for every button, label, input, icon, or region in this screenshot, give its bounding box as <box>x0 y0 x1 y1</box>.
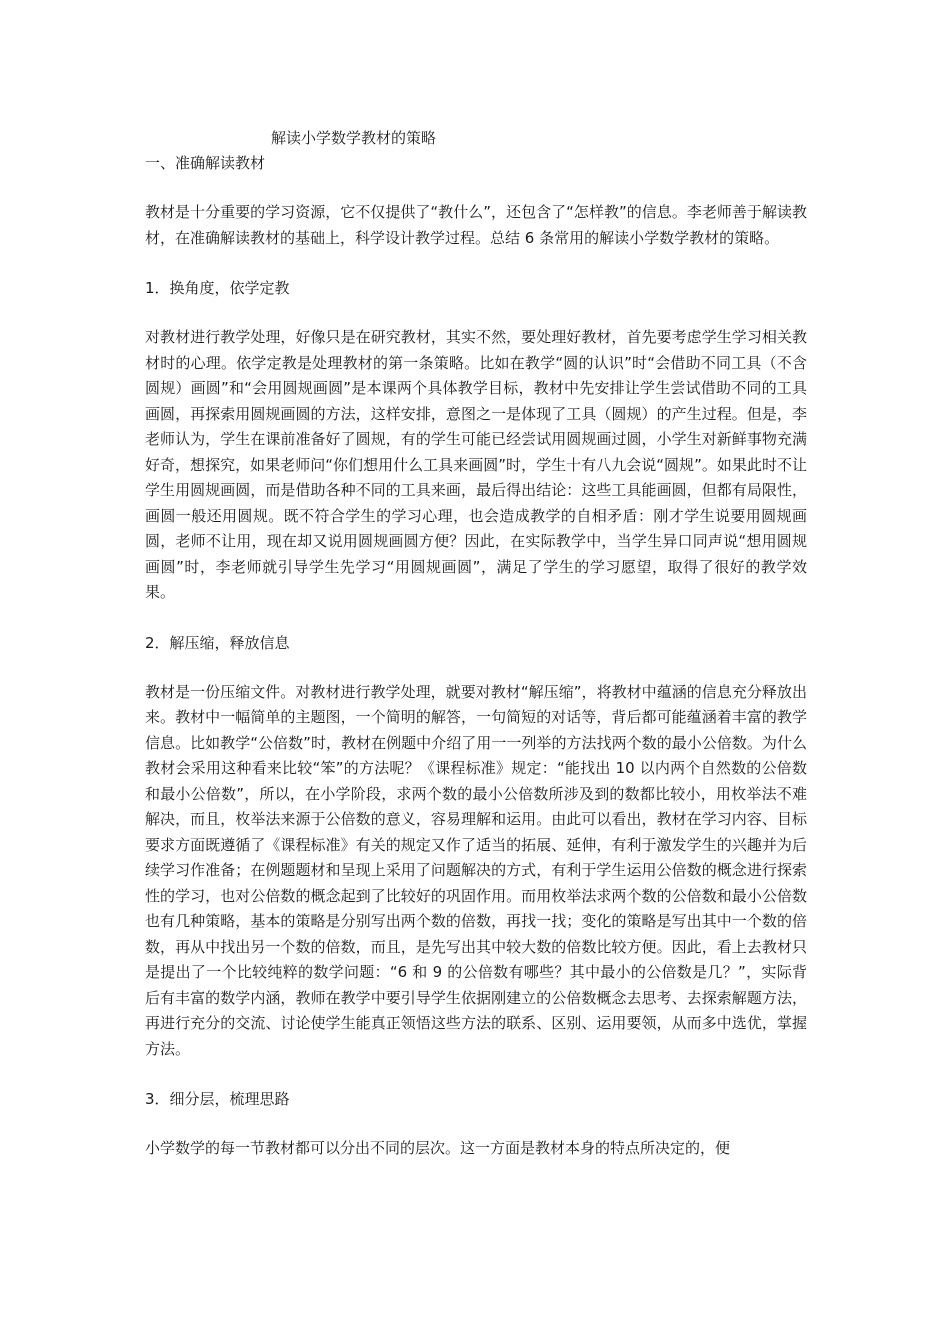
spacer <box>145 1062 807 1087</box>
document-title: 解读小学数学教材的策略 <box>271 129 437 147</box>
section-heading: 一、准确解读教材 <box>145 154 266 172</box>
item-heading-1: 1．换角度，依学定教 <box>145 279 290 297</box>
spacer <box>145 175 807 200</box>
spacer <box>145 300 807 325</box>
item-body-3: 小学数学的每一节教材都可以分出不同的层次。这一方面是教材本身的特点所决定的，便 <box>145 1139 731 1157</box>
document-content <box>145 125 807 1162</box>
item-body-1: 对教材进行教学处理，好像只是在研究教材，其实不然，要处理好教材，首先要考虑学生学习相关教材时的心理。依学定教是处理教材的第一条策略。比如在教学“圆的认识”时“会借助不同工具（不含圆规）画圆”和“会用圆规画圆”是本课两个具体教学目标，教材中先安排让学生尝试借助不同的工具画圆，再探索用圆规画圆的方法，这样安排，意图之一是体现了工具（圆规）的产生过程。但是，李老师认为，学生在课前准备好了圆规，有的学生可能已经尝试用圆规画过圆，小学生对新鲜事物充满好奇，想探究，如果老师问“你们想用什么工具来画圆”时，学生十有八九会说“圆规”。如果此时不让学生用圆规画圆，而是借助各种不同的工具来画，最后得出结论：这些工具能画圆，但都有局限性，画圆一般还用圆规。既不符合学生的学习心理，也会造成教学的自相矛盾：刚才学生说要用圆规画圆，老师不让用，现在却又说用圆规画圆方便？因此，在实际教学中，当学生异口同声说“想用圆规画圆”时，李老师就引导学生先学习“用圆规画圆”，满足了学生的学习愿望，取得了很好的教学效果。 <box>145 328 807 601</box>
item-heading-2: 2．解压缩，释放信息 <box>145 633 290 652</box>
spacer <box>145 251 807 276</box>
item-body-2: 教材是一份压缩文件。对教材进行教学处理，就要对教材“解压缩”，将教材中蕴涵的信息充分释放出来。教材中一幅简单的主题图，一个简明的解答，一句简短的对话等，背后都可能蕴涵着丰富的教学信息。比如教学“公倍数”时，教材在例题中介绍了用一一列举的方法找两个数的最小公倍数。为什么教材会采用这种看来比较“笨”的方法呢？《课程标准》规定：“能找出 10 以内两个自然数的公倍数和最小公倍数”，所以，在小学阶段，求两个数的最小公倍数所涉及到的数都比较小，用枚举法不难解决，而且，枚举法来源于公倍数的意义，容易理解和运用。由此可以看出，教材在学习内容、目标要求方面既遵循了《课程标准》有关的规定又作了适当的拓展、延伸，有利于激发学生的兴趣并为后续学习作准备；在例题题材和呈现上采用了问题解决的方式，有利于学生运用公倍数的概念进行探索性的学习，也对公倍数的概念起到了比较好的巩固作用。而用枚举法求两个数的公倍数和最小公倍数也有几种策略，基本的策略是分别写出两个数的倍数，再找一找；变化的策略是写出其中一个数的倍数，再从中找出另一个数的倍数，而且，是先写出其中较大数的倍数比较方便。因此，看上去教材只是提出了一个比较纯粹的数学问题：“6 和 9 的公倍数有哪些？其中最小的公倍数是几？”，实际背后有丰富的数学内涵，教师在教学中要引导学生依据刚建立的公倍数概念去思考、去探索解题方法，再进行充分的交流、讨论使学生能真正领悟这些方法的联系、区别、运用要领，从而多中选优，掌握方法。 <box>145 682 807 1058</box>
intro-paragraph: 教材是十分重要的学习资源，它不仅提供了“教什么”，还包含了“怎样教”的信息。李老师善于解读教材，在准确解读教材的基础上，科学设计教学过程。总结 6 条常用的解读小学数学教材的策略。 <box>145 203 807 247</box>
item-heading-3: 3．细分层，梳理思路 <box>145 1090 290 1108</box>
spacer <box>145 655 807 680</box>
spacer <box>145 1111 807 1136</box>
spacer <box>145 606 807 631</box>
